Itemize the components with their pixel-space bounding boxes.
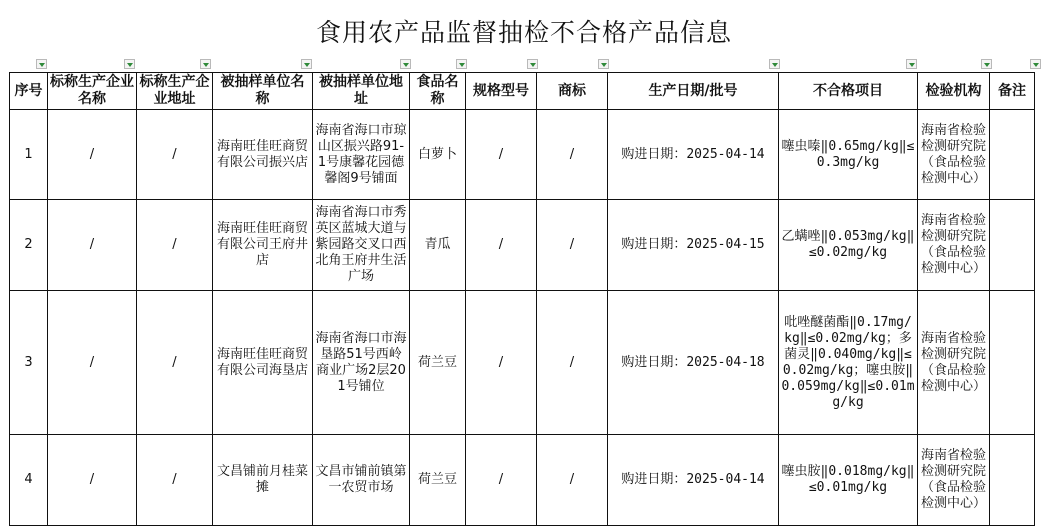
cell-mfr-name[interactable]: /	[48, 110, 137, 200]
cell-note[interactable]	[990, 435, 1035, 526]
cell-mfr-addr[interactable]: /	[137, 110, 213, 200]
header-cell[interactable]: 标称生产企业地址	[137, 73, 213, 110]
header-cell[interactable]: 检验机构	[918, 73, 990, 110]
cell-no[interactable]: 1	[10, 110, 48, 200]
cell-note[interactable]	[990, 200, 1035, 291]
cell-brand[interactable]: /	[537, 110, 608, 200]
cell-item[interactable]: 噻虫胺‖0.018mg/kg‖≤0.01mg/kg	[779, 435, 918, 526]
cell-org[interactable]: 海南省检验检测研究院（食品检验检测中心）	[918, 110, 990, 200]
cell-org[interactable]: 海南省检验检测研究院（食品检验检测中心）	[918, 291, 990, 435]
header-cell[interactable]: 商标	[537, 73, 608, 110]
cell-mfr-name[interactable]: /	[48, 435, 137, 526]
filter-dropdown-icon[interactable]	[981, 59, 992, 69]
cell-spec[interactable]: /	[466, 291, 537, 435]
cell-date[interactable]: 购进日期：2025-04-15	[608, 200, 779, 291]
header-cell[interactable]: 备注	[990, 73, 1035, 110]
cell-food[interactable]: 白萝卜	[410, 110, 466, 200]
cell-brand[interactable]: /	[537, 200, 608, 291]
cell-food[interactable]: 青瓜	[410, 200, 466, 291]
header-cell[interactable]: 食品名称	[410, 73, 466, 110]
header-cell[interactable]: 生产日期/批号	[608, 73, 779, 110]
sheet-title: 食用农产品监督抽检不合格产品信息	[315, 18, 732, 47]
header-cell[interactable]: 被抽样单位名称	[213, 73, 313, 110]
filter-dropdown-icon[interactable]	[1030, 59, 1041, 69]
table-row	[10, 200, 1035, 291]
filter-dropdown-icon[interactable]	[769, 59, 780, 69]
cell-addr[interactable]: 海南省海口市秀英区蓝城大道与紫园路交叉口西北角王府井生活广场	[313, 200, 410, 291]
cell-item[interactable]: 吡唑醚菌酯‖0.17mg/kg‖≤0.02mg/kg；多菌灵‖0.040mg/kg‖≤0.02mg/kg；噻虫胺‖0.059mg/kg‖≤0.01mg/kg	[779, 291, 918, 435]
cell-no[interactable]: 3	[10, 291, 48, 435]
filter-row	[0, 56, 1048, 72]
cell-mfr-name[interactable]: /	[48, 291, 137, 435]
filter-dropdown-icon[interactable]	[400, 59, 411, 69]
filter-dropdown-icon[interactable]	[456, 59, 467, 69]
table-row	[10, 435, 1035, 526]
header-cell[interactable]: 被抽样单位地址	[313, 73, 410, 110]
cell-food[interactable]: 荷兰豆	[410, 435, 466, 526]
cell-date[interactable]: 购进日期：2025-04-14	[608, 110, 779, 200]
cell-mfr-name[interactable]: /	[48, 200, 137, 291]
filter-dropdown-icon[interactable]	[598, 59, 609, 69]
table-row	[10, 110, 1035, 200]
cell-brand[interactable]: /	[537, 435, 608, 526]
cell-note[interactable]	[990, 110, 1035, 200]
cell-mfr-addr[interactable]: /	[137, 200, 213, 291]
filter-dropdown-icon[interactable]	[36, 59, 47, 69]
filter-dropdown-icon[interactable]	[301, 59, 312, 69]
cell-addr[interactable]: 文昌市铺前镇第一农贸市场	[313, 435, 410, 526]
cell-date[interactable]: 购进日期：2025-04-18	[608, 291, 779, 435]
cell-note[interactable]	[990, 291, 1035, 435]
cell-item[interactable]: 乙螨唑‖0.053mg/kg‖≤0.02mg/kg	[779, 200, 918, 291]
filter-dropdown-icon[interactable]	[527, 59, 538, 69]
cell-mfr-addr[interactable]: /	[137, 435, 213, 526]
cell-spec[interactable]: /	[466, 200, 537, 291]
cell-unit[interactable]: 海南旺佳旺商贸有限公司振兴店	[213, 110, 313, 200]
cell-spec[interactable]: /	[466, 435, 537, 526]
cell-unit[interactable]: 文昌铺前月桂菜摊	[213, 435, 313, 526]
cell-brand[interactable]: /	[537, 291, 608, 435]
cell-mfr-addr[interactable]: /	[137, 291, 213, 435]
header-cell[interactable]: 不合格项目	[779, 73, 918, 110]
cell-addr[interactable]: 海南省海口市海垦路51号西岭商业广场2层201号铺位	[313, 291, 410, 435]
cell-org[interactable]: 海南省检验检测研究院（食品检验检测中心）	[918, 200, 990, 291]
cell-org[interactable]: 海南省检验检测研究院（食品检验检测中心）	[918, 435, 990, 526]
cell-no[interactable]: 4	[10, 435, 48, 526]
cell-date[interactable]: 购进日期：2025-04-14	[608, 435, 779, 526]
table-row	[10, 291, 1035, 435]
cell-unit[interactable]: 海南旺佳旺商贸有限公司海垦店	[213, 291, 313, 435]
header-row	[10, 73, 1035, 110]
cell-unit[interactable]: 海南旺佳旺商贸有限公司王府井店	[213, 200, 313, 291]
cell-food[interactable]: 荷兰豆	[410, 291, 466, 435]
cell-addr[interactable]: 海南省海口市琼山区振兴路91-1号康馨花园德馨阁9号铺面	[313, 110, 410, 200]
header-cell[interactable]: 标称生产企业名称	[48, 73, 137, 110]
filter-dropdown-icon[interactable]	[124, 59, 135, 69]
header-cell[interactable]: 规格型号	[466, 73, 537, 110]
header-cell[interactable]: 序号	[10, 73, 48, 110]
filter-dropdown-icon[interactable]	[200, 59, 211, 69]
cell-no[interactable]: 2	[10, 200, 48, 291]
data-table	[9, 72, 1035, 526]
cell-spec[interactable]: /	[466, 110, 537, 200]
cell-item[interactable]: 噻虫嗪‖0.65mg/kg‖≤0.3mg/kg	[779, 110, 918, 200]
filter-dropdown-icon[interactable]	[906, 59, 917, 69]
